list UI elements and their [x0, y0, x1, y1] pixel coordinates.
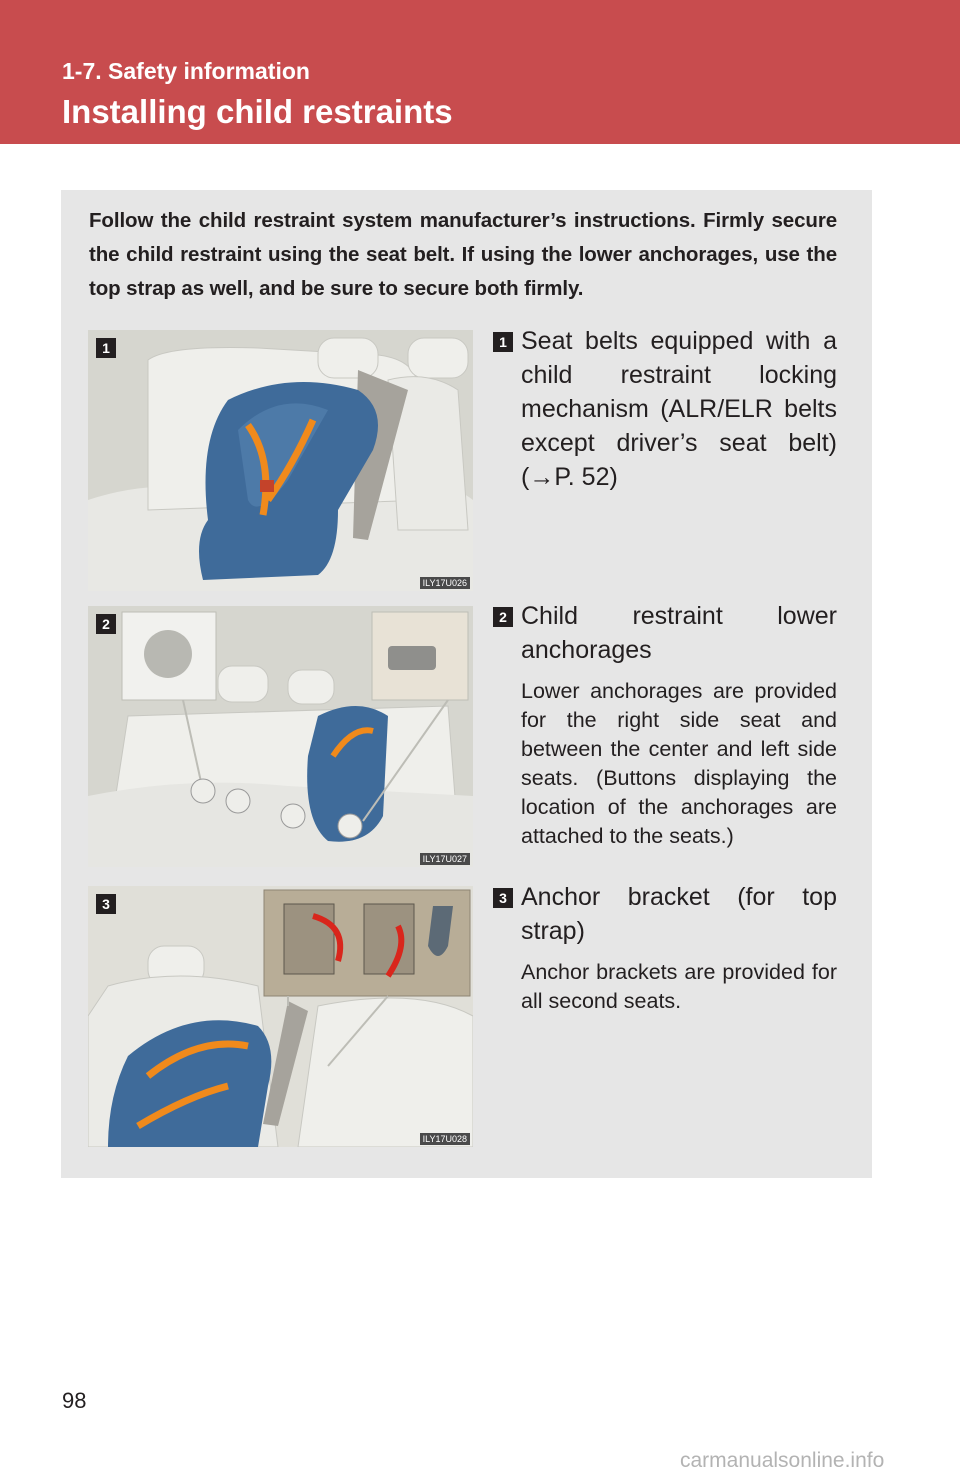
section-label: 1-7. Safety information	[62, 58, 310, 84]
item-heading: Anchor bracket (for top strap)	[521, 883, 837, 945]
item-description: Lower anchorages are provided for the right side seat and between the center and left side seats. (Buttons displaying the location of the anchorages are attached to the seats.)	[521, 679, 837, 848]
header-bar	[0, 0, 960, 144]
figure-seat-belt-restraint	[88, 330, 473, 591]
car-seat-illustration	[88, 886, 473, 1147]
figure-number-badge: 1	[96, 338, 116, 358]
figure-lower-anchorages	[88, 606, 473, 867]
figure-code: ILY17U028	[420, 1133, 470, 1145]
car-seat-illustration	[88, 330, 473, 591]
item-number-badge: 1	[493, 332, 513, 352]
content-panel	[61, 190, 872, 1178]
item-heading: Child restraint lower anchorages	[521, 602, 837, 664]
page-title: Installing child restraints	[62, 93, 453, 130]
watermark-text: carmanualsonline.info	[680, 1449, 885, 1472]
intro-text: Follow the child restraint system manufacturer’s instructions. Firmly secure the child restraint using the seat belt. If using the lower anchorages, use the top strap as well, and be sure to secure both firmly.	[89, 209, 837, 300]
item-seat-belts	[493, 324, 837, 494]
figure-code: ILY17U027	[420, 853, 470, 865]
item-number-badge: 3	[493, 888, 513, 908]
figure-number-badge: 2	[96, 614, 116, 634]
car-seat-illustration	[88, 606, 473, 867]
item-description: Anchor brackets are provided for all second seats.	[521, 960, 837, 1013]
figure-number-badge: 3	[96, 894, 116, 914]
figure-code: ILY17U026	[420, 577, 470, 589]
item-anchor-bracket	[493, 880, 837, 1016]
item-lower-anchorages	[493, 599, 837, 851]
page-number: 98	[62, 1388, 87, 1413]
item-heading: Seat belts equipped with a child restraint locking mechanism (ALR/ELR belts except driver’s seat belt) (→P. 52)	[521, 327, 837, 491]
figure-anchor-bracket	[88, 886, 473, 1147]
item-number-badge: 2	[493, 607, 513, 627]
